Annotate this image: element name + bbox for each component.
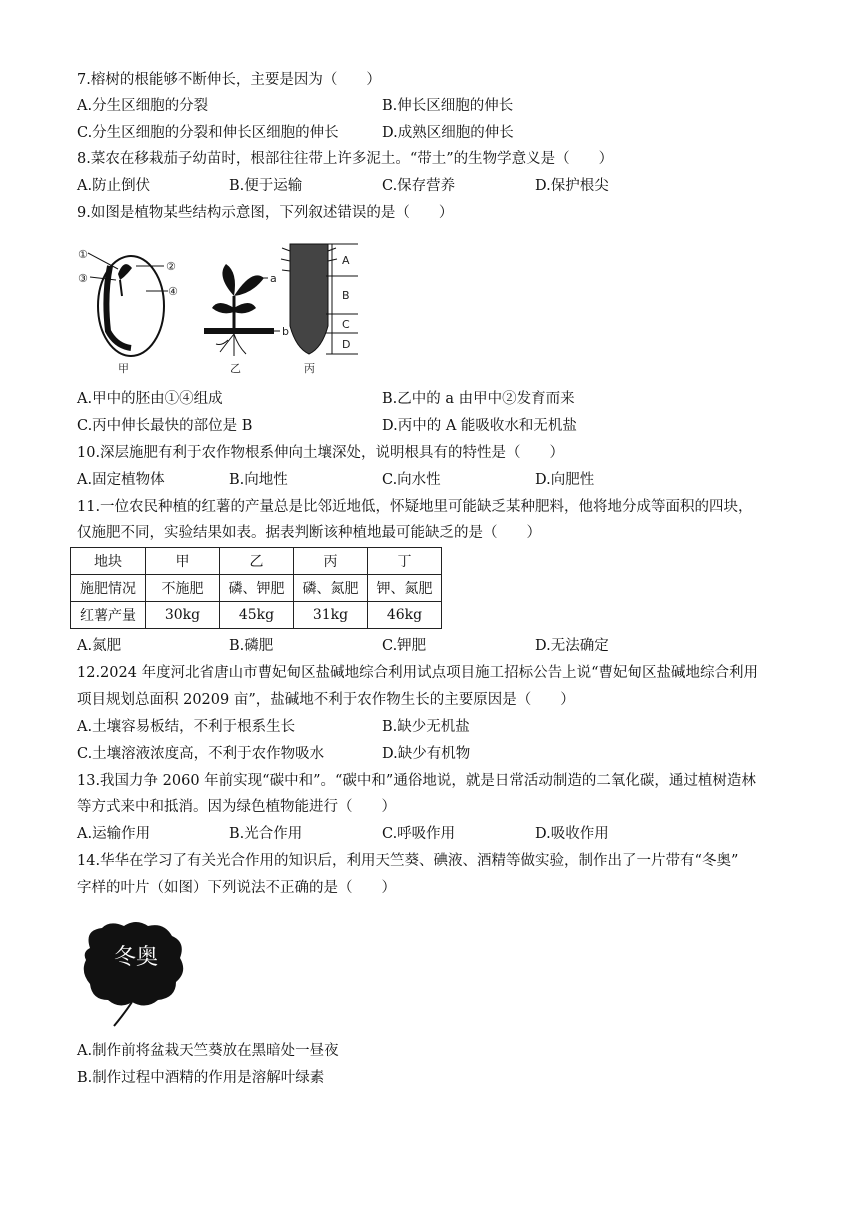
seedling-label-a: a: [270, 272, 277, 285]
seedling-label-b: b: [282, 325, 289, 338]
q10-stem: 10.深层施肥有利于农作物根系伸向土壤深处，说明根具有的特性是（ ）: [77, 445, 565, 461]
root-label-C: C: [342, 318, 350, 331]
root-label-B: B: [342, 289, 350, 302]
q11-option-c: C.钾肥: [382, 638, 427, 654]
leaf-figure: [80, 918, 190, 1030]
q12-stem-line2: 项目规划总面积 20209 亩”，盐碱地不利于农作物生长的主要原因是（ ）: [77, 692, 575, 708]
table-cell: 不施肥: [146, 575, 220, 602]
q14-option-b: B.制作过程中酒精的作用是溶解叶绿素: [77, 1070, 325, 1086]
q14-stem-line2: 字样的叶片（如图）下列说法不正确的是（ ）: [77, 880, 396, 896]
table-row: [71, 575, 442, 602]
q9-option-a: A.甲中的胚由①④组成: [77, 391, 223, 407]
q8-option-a: A.防止倒伏: [77, 178, 151, 194]
q7-option-c: C.分生区细胞的分裂和伸长区细胞的伸长: [77, 125, 339, 141]
table-header-cell: 地块: [71, 548, 146, 575]
q12-option-a: A.土壤容易板结，不利于根系生长: [77, 719, 296, 735]
table-cell: 31kg: [294, 602, 368, 629]
table-header-row: [71, 548, 442, 575]
q11-option-b: B.磷肥: [229, 638, 274, 654]
q7-option-a: A.分生区细胞的分裂: [77, 98, 209, 114]
q8-option-b: B.便于运输: [229, 178, 303, 194]
table-header-cell: 甲: [146, 548, 220, 575]
q7-option-b: B.伸长区细胞的伸长: [382, 98, 514, 114]
q13-stem-line2: 等方式来中和抵消。因为绿色植物能进行（ ）: [77, 799, 396, 815]
q12-option-b: B.缺少无机盐: [382, 719, 470, 735]
caption-bing: 丙: [304, 362, 315, 375]
seed-label-4: ④: [168, 285, 178, 298]
q7-stem: 7.榕树的根能够不断伸长，主要是因为（ ）: [77, 72, 381, 88]
table-cell: 45kg: [220, 602, 294, 629]
leaf-text: 冬奥: [113, 945, 159, 970]
q14-option-a: A.制作前将盆栽天竺葵放在黑暗处一昼夜: [77, 1043, 339, 1059]
table-cell: 磷、氮肥: [294, 575, 368, 602]
q9-option-b: B.乙中的 a 由甲中②发育而来: [382, 391, 575, 407]
seedling-diagram: [204, 264, 289, 375]
table-cell: 30kg: [146, 602, 220, 629]
q9-option-c: C.丙中伸长最快的部位是 B: [77, 418, 253, 434]
q7-option-d: D.成熟区细胞的伸长: [382, 125, 514, 141]
caption-jia: 甲: [118, 362, 129, 375]
q10-option-c: C.向水性: [382, 472, 441, 488]
seed-label-3: ③: [78, 272, 88, 285]
root-label-D: D: [342, 338, 351, 351]
q12-option-d: D.缺少有机物: [382, 746, 471, 762]
q13-stem-line1: 13.我国力争 2060 年前实现“碳中和”。“碳中和”通俗地说，就是日常活动制造的二氧化碳，通过植树造林: [77, 773, 756, 789]
root-tip-diagram: [281, 244, 358, 375]
table-cell: 46kg: [368, 602, 442, 629]
q11-option-d: D.无法确定: [535, 638, 609, 654]
q10-option-a: A.固定植物体: [77, 472, 165, 488]
table-cell: 磷、钾肥: [220, 575, 294, 602]
table-header-cell: 乙: [220, 548, 294, 575]
q13-option-d: D.吸收作用: [535, 826, 609, 842]
q9-option-d: D.丙中的 A 能吸收水和无机盐: [382, 418, 577, 434]
caption-yi: 乙: [230, 362, 241, 375]
fertilizer-table: [70, 547, 442, 629]
q13-option-c: C.呼吸作用: [382, 826, 456, 842]
q11-stem-line1: 11.一位农民种植的红薯的产量总是比邻近地低，怀疑地里可能缺乏某种肥料，他将地分成等面积的四块，: [77, 499, 753, 515]
q9-stem: 9.如图是植物某些结构示意图，下列叙述错误的是（ ）: [77, 205, 454, 221]
seed-label-1: ①: [78, 248, 88, 261]
seed-label-2: ②: [166, 260, 176, 273]
q14-stem-line1: 14.华华在学习了有关光合作用的知识后，利用天竺葵、碘液、酒精等做实验，制作出了一片带有“冬奥”: [77, 853, 739, 869]
table-header-cell: 丙: [294, 548, 368, 575]
q8-option-d: D.保护根尖: [535, 178, 609, 194]
q13-option-b: B.光合作用: [229, 826, 303, 842]
q8-stem: 8.菜农在移栽茄子幼苗时，根部往往带上许多泥土。“带土”的生物学意义是（ ）: [77, 151, 614, 167]
plant-structure-figure: [76, 236, 376, 376]
q11-stem-line2: 仅施肥不同，实验结果如表。据表判断该种植地最可能缺乏的是（ ）: [77, 525, 541, 541]
q11-option-a: A.氮肥: [77, 638, 122, 654]
q13-option-a: A.运输作用: [77, 826, 151, 842]
table-row: [71, 602, 442, 629]
table-header-cell: 丁: [368, 548, 442, 575]
q8-option-c: C.保存营养: [382, 178, 456, 194]
q12-stem-line1: 12.2024 年度河北省唐山市曹妃甸区盐碱地综合利用试点项目施工招标公告上说“曹妃甸区盐碱地综合利用: [77, 665, 758, 681]
table-cell: 钾、氮肥: [368, 575, 442, 602]
q10-option-b: B.向地性: [229, 472, 288, 488]
leaf-stem: [114, 1002, 132, 1026]
root-label-A: A: [342, 254, 350, 267]
q10-option-d: D.向肥性: [535, 472, 595, 488]
table-cell: 施肥情况: [71, 575, 146, 602]
table-cell: 红薯产量: [71, 602, 146, 629]
q12-option-c: C.土壤溶液浓度高，不利于农作物吸水: [77, 746, 325, 762]
seed-diagram: [78, 248, 178, 375]
